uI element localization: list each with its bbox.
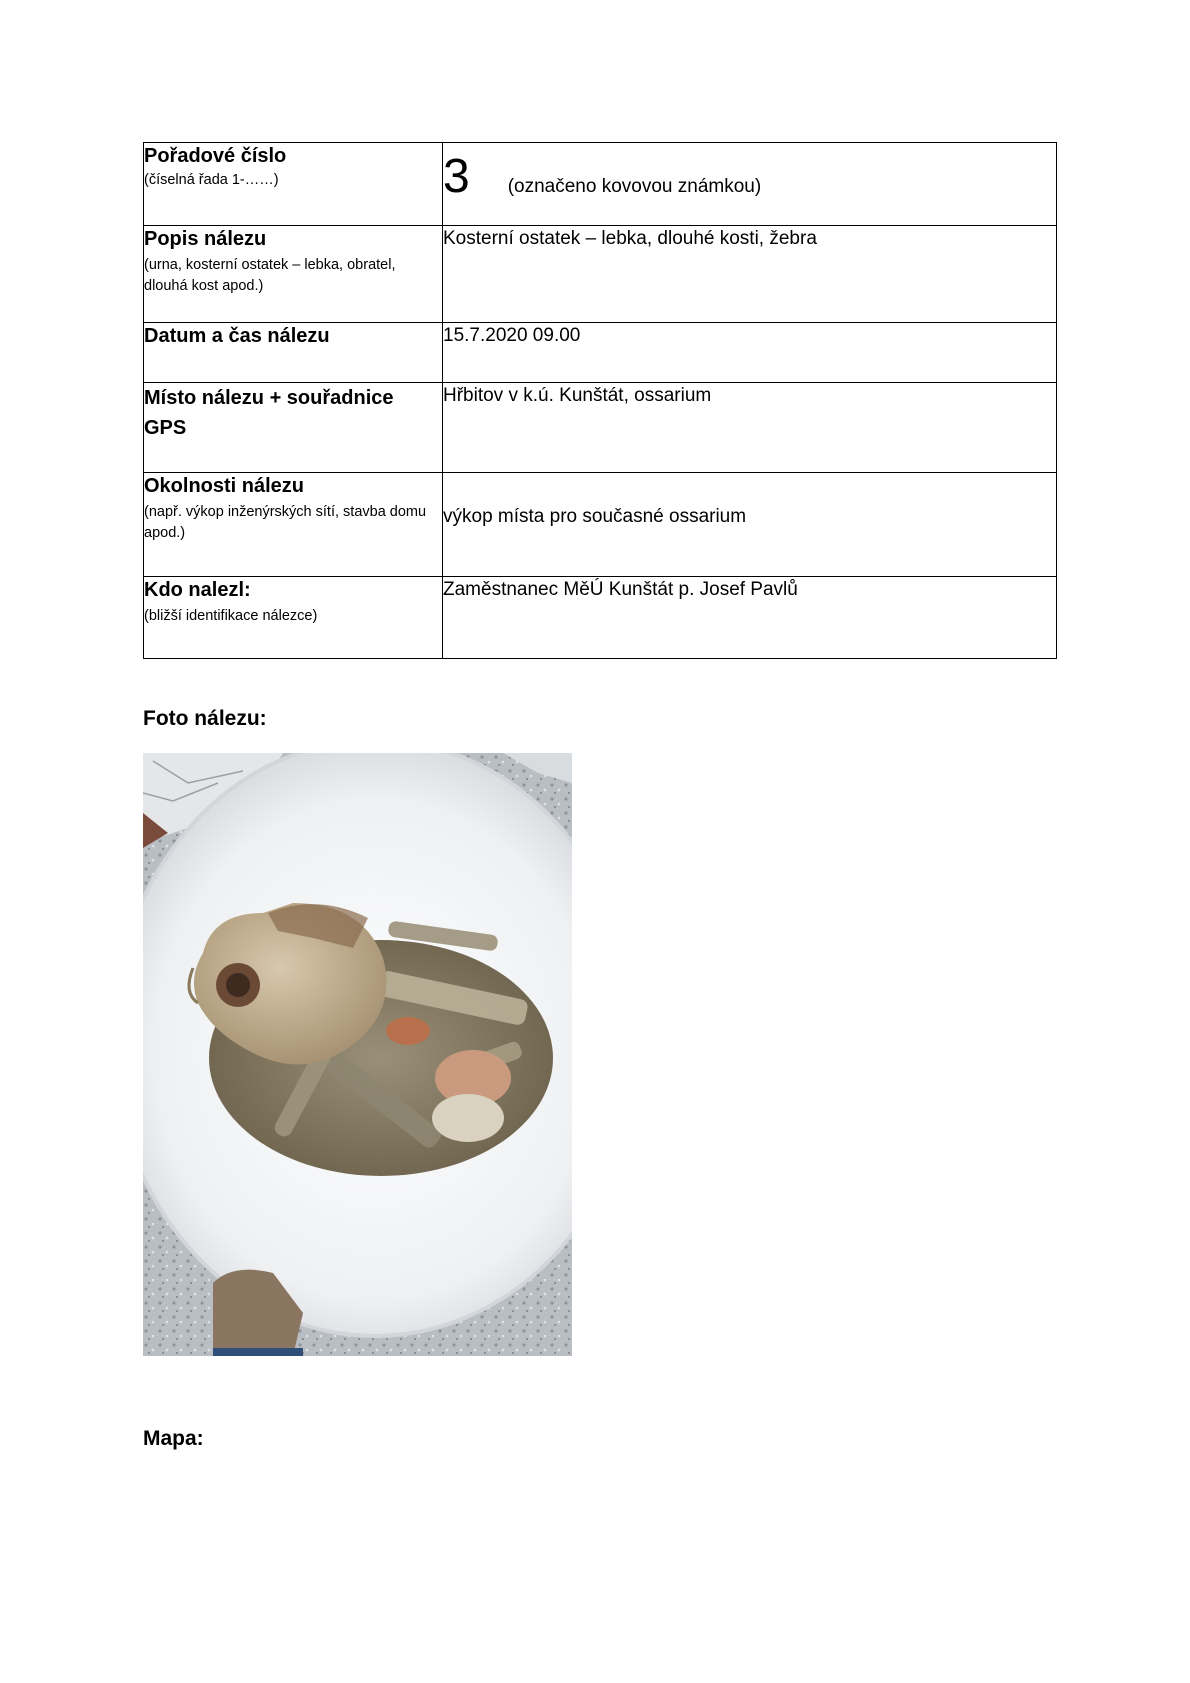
photo-heading: Foto nálezu: (143, 707, 267, 730)
row-value: výkop místa pro současné ossarium (443, 506, 747, 527)
find-photo (143, 753, 572, 1356)
label-cell (144, 473, 443, 577)
row-label: Místo nálezu + souřadnice GPS (144, 387, 394, 439)
label-cell (144, 323, 443, 383)
skull-photo-icon (143, 753, 572, 1356)
row-label: Okolnosti nálezu (144, 475, 305, 497)
value-cell (443, 323, 1057, 383)
serial-number: 3 (443, 150, 470, 203)
table-row-description (144, 226, 1057, 323)
row-sublabel: (urna, kosterní ostatek – lebka, obratel, dlouhá kost apod.) (144, 257, 396, 294)
row-value: Kosterní ostatek – lebka, dlouhé kosti, žebra (443, 228, 817, 249)
map-heading: Mapa: (143, 1427, 204, 1450)
value-cell (443, 577, 1057, 659)
row-value: Zaměstnanec MěÚ Kunštát p. Josef Pavlů (443, 579, 798, 600)
label-cell (144, 577, 443, 659)
value-cell (443, 383, 1057, 473)
label-cell (144, 226, 443, 323)
table-row-finder (144, 577, 1057, 659)
row-sublabel: (bližší identifikace nálezce) (144, 608, 318, 624)
value-cell (443, 143, 1057, 226)
record-table (143, 142, 1057, 659)
row-label: Popis nálezu (144, 228, 267, 250)
row-value: Hřbitov v k.ú. Kunštát, ossarium (443, 385, 712, 406)
row-label: Kdo nalezl: (144, 579, 251, 601)
row-sublabel: (např. výkop inženýrských sítí, stavba domu apod.) (144, 504, 427, 541)
value-cell (443, 226, 1057, 323)
row-sublabel: (číselná řada 1-……) (144, 172, 279, 188)
table-row-location (144, 383, 1057, 473)
row-label: Pořadové číslo (144, 145, 287, 167)
table-row-serial-number (144, 143, 1057, 226)
row-value: 15.7.2020 09.00 (443, 325, 581, 346)
value-cell (443, 473, 1057, 577)
table-row-circumstances (144, 473, 1057, 577)
label-cell (144, 383, 443, 473)
table-row-date-time (144, 323, 1057, 383)
label-cell (144, 143, 443, 226)
serial-number-note: (označeno kovovou známkou) (507, 176, 762, 197)
row-label: Datum a čas nálezu (144, 325, 330, 347)
